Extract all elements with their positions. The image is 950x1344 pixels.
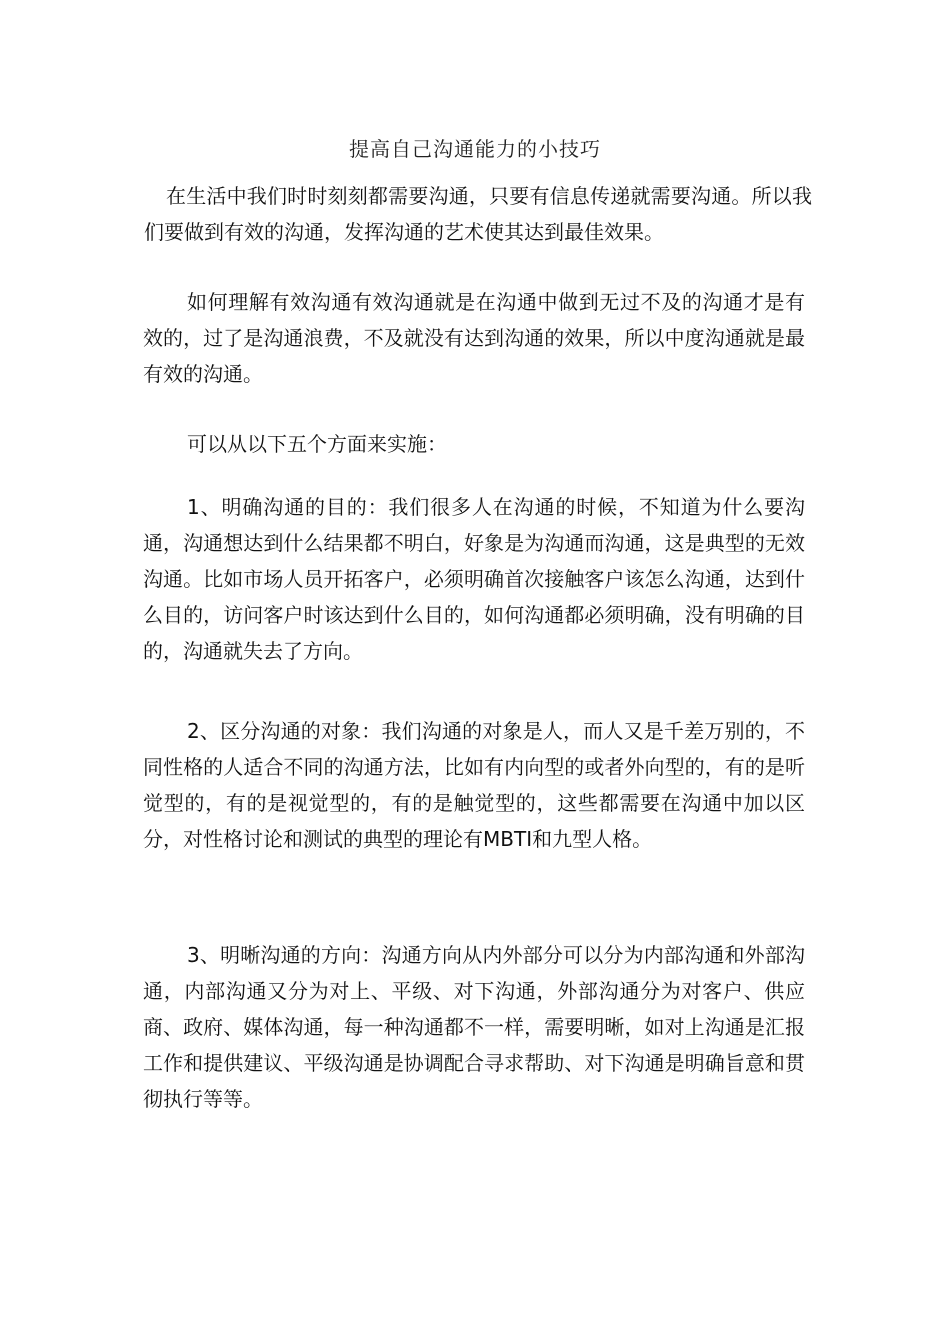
- paragraph-effective-communication: 如何理解有效沟通有效沟通就是在沟通中做到无过不及的沟通才是有效的，过了是沟通浪费，不及就没有达到沟通的效果，所以中度沟通就是最有效的沟通。: [143, 290, 805, 386]
- paragraph-intro: 在生活中我们时时刻刻都需要沟通，只要有信息传递就需要沟通。所以我们要做到有效的沟通，发挥沟通的艺术使其达到最佳效果。: [144, 184, 812, 244]
- paragraph-point-3: 3、明晰沟通的方向：沟通方向从内外部分可以分为内部沟通和外部沟通，内部沟通又分为对上、平级、对下沟通，外部沟通分为对客户、供应商、政府、媒体沟通，每一种沟通都不一样，需要明晰，如对上沟通是汇报工作和提供建议、平级沟通是协调配合寻求帮助、对下沟通是明确旨意和贯彻执行等等。: [143, 943, 805, 1111]
- paragraph-point-2: 2、区分沟通的对象：我们沟通的对象是人，而人又是千差万别的，不同性格的人适合不同的沟通方法，比如有内向型的或者外向型的，有的是听觉型的，有的是视觉型的，有的是触觉型的，这些都需要在沟通中加以区分，对性格讨论和测试的典型的理论有MBTI和九型人格。: [143, 719, 805, 851]
- paragraph-point-1: 1、明确沟通的目的：我们很多人在沟通的时候，不知道为什么要沟通，沟通想达到什么结果都不明白，好象是为沟通而沟通，这是典型的无效沟通。比如市场人员开拓客户，必须明确首次接触客户该怎么沟通，达到什么目的，访问客户时该达到什么目的，如何沟通都必须明确，没有明确的目的，沟通就失去了方向。: [143, 495, 805, 663]
- document-title: 提高自己沟通能力的小技巧: [349, 137, 601, 161]
- paragraph-five-aspects: 可以从以下五个方面来实施：: [187, 432, 447, 456]
